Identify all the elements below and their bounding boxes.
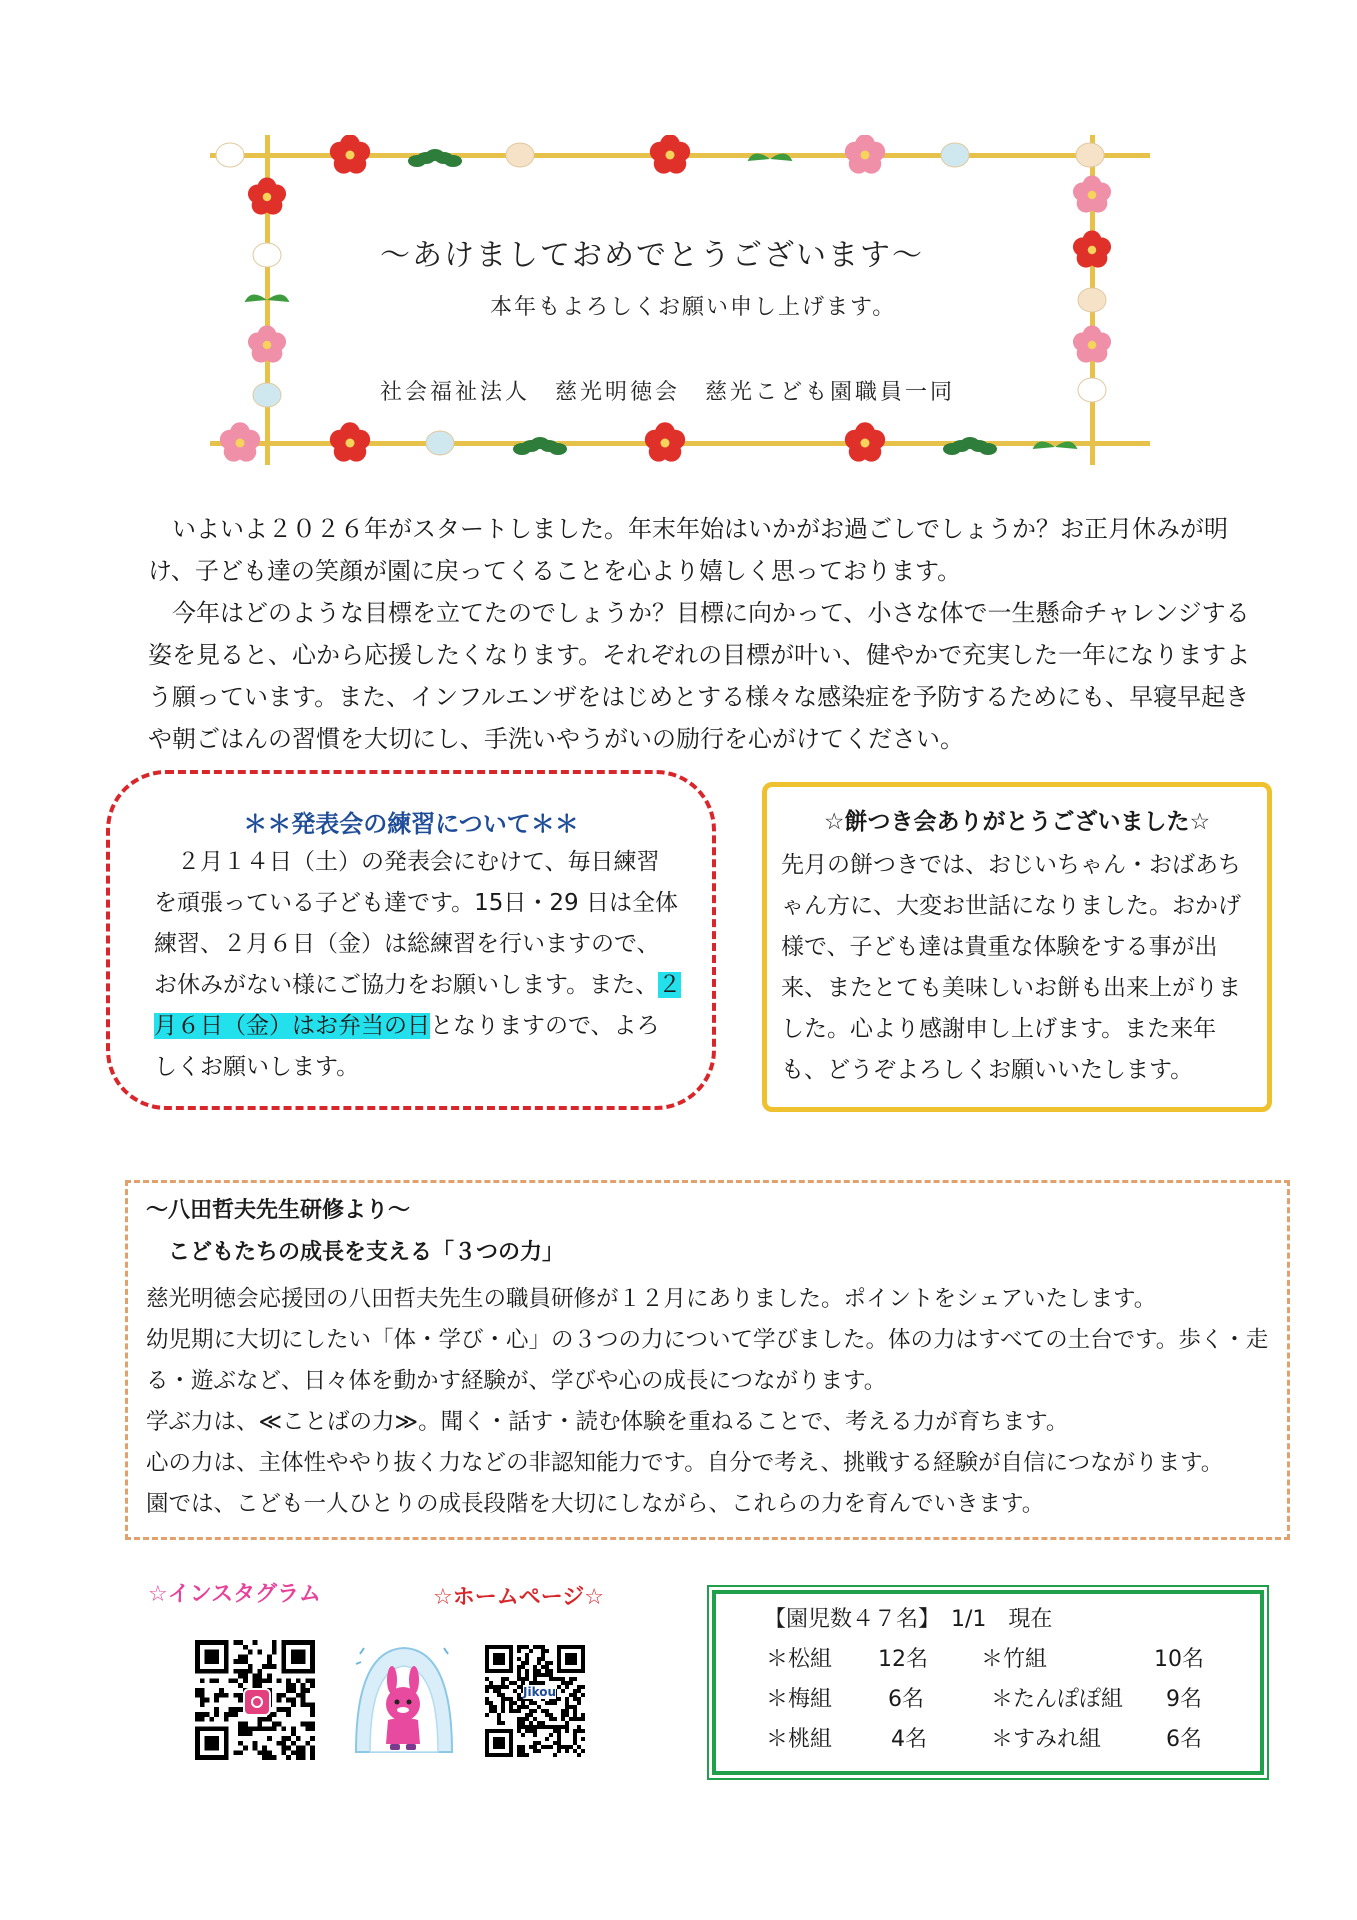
ume-flower-icon [330, 135, 370, 174]
mochi-icon [1076, 143, 1104, 167]
seminar-line: 幼児期に大切にしたい「体・学び・心」の３つの力について学びました。体の力はすべての土台です。歩く・走る・遊ぶなど、日々体を動かす経験が、学びや心の成長につながります。 [146, 1327, 1269, 1394]
mochi-body: 先月の餅つきでは、おじいちゃん・おばあちゃん方に、大変お世話になりました。おかげ様で、子ども達は貴重な体験をする事が出来、またとても美味しいお餅も出来上がりました。心より感謝申し上げます。また来年も、どうぞよろしくお願いいたします。 [781, 852, 1241, 1083]
instagram-icon [243, 1688, 271, 1716]
census-header: 【園児数４７名】 1/1 現在 [764, 1607, 1053, 1632]
class-name: ＊梅組 [766, 1687, 833, 1712]
seminar-line: 学ぶ力は、≪ことばの力≫。聞く・話す・読む体験を重ねることで、考える力が育ちます。 [146, 1409, 1069, 1435]
mochi-icon [1078, 378, 1106, 402]
seminar-body [146, 1279, 1273, 1525]
pine-icon [408, 149, 462, 167]
recital-highlight: ２月６日（金）はお弁当の日 [154, 972, 682, 1039]
ume-flower-icon [650, 135, 690, 174]
greeting-title: ～あけましておめでとうございます～ [380, 238, 924, 273]
census-row [766, 1682, 1236, 1722]
ume-flower-icon [220, 422, 260, 461]
class-count: 10名 [1154, 1647, 1204, 1672]
qr-caption: Jikou [523, 1685, 557, 1699]
mascot-illustration [348, 1640, 460, 1755]
ume-flower-icon [248, 325, 286, 362]
class-name: ＊桃組 [766, 1727, 833, 1752]
ume-flower-icon [645, 422, 685, 461]
ume-flower-icon [845, 135, 885, 174]
class-count: 6名 [888, 1687, 924, 1712]
mochi-icon [506, 143, 534, 167]
class-count: 6名 [1166, 1727, 1202, 1752]
intro-paragraph-1: いよいよ２０２６年がスタートしました。年末年始はいかがお過ごしでしょうか？お正月休みが明け、子ども達の笑顔が園に戻ってくることを心より嬉しく思っております。 [148, 515, 1228, 585]
seminar-line: 心の力は、主体性ややり抜く力などの非認知能力です。自分で考え、挑戦する経験が自信につながります。 [146, 1450, 1224, 1476]
ume-flower-icon [330, 422, 370, 461]
seminar-line: 園では、こども一人ひとりの成長段階を大切にしながら、これらの力を育んでいきます。 [146, 1491, 1045, 1517]
recital-body [154, 842, 682, 1088]
mochi-icon [426, 431, 454, 455]
homepage-label: ☆ホームページ☆ [433, 1585, 605, 1610]
recital-text-after: となりますので、よろしくお願いします。 [154, 1013, 660, 1080]
class-name: ＊竹組 [981, 1647, 1048, 1672]
enrollment-census-box [712, 1590, 1264, 1775]
census-row [766, 1722, 1236, 1762]
instagram-label: ☆インスタグラム [148, 1582, 321, 1607]
seminar-box [125, 1180, 1290, 1540]
class-count: 4名 [891, 1727, 927, 1752]
greeting-signature: 社会福祉法人 慈光明徳会 慈光こども園職員一同 [380, 380, 956, 405]
mochi-icon [941, 143, 969, 167]
intro-paragraph-2: 今年はどのような目標を立てたのでしょうか？目標に向かって、小さな体で一生懸命チャレンジする姿を見ると、心から応援したくなります。それぞれの目標が叶い、健やかで充実した一年になりますよう願っています。また、インフルエンザをはじめとする様々な感染症を予防するためにも、早寝早起きや朝ごはんの習慣を大切にし、手洗いやうがいの励行を心がけてください。 [148, 599, 1251, 753]
class-name: ＊たんぽぽ組 [991, 1687, 1124, 1712]
mochi-thanks-box [762, 782, 1272, 1112]
ume-flower-icon [1073, 175, 1111, 212]
mochi-icon [1078, 288, 1106, 312]
ume-flower-icon [1073, 325, 1111, 362]
mochi-icon [216, 143, 244, 167]
seminar-subheading: こどもたちの成長を支える「３つの力」 [168, 1240, 565, 1265]
mochi-icon [253, 383, 281, 407]
class-name: ＊すみれ組 [991, 1727, 1102, 1752]
greeting-line: 本年もよろしくお願い申し上げます。 [490, 295, 897, 320]
ume-flower-icon [248, 177, 286, 214]
instagram-qr-code[interactable] [195, 1640, 315, 1760]
class-name: ＊松組 [766, 1647, 833, 1672]
seminar-heading: ～八田哲夫先生研修より～ [146, 1198, 411, 1223]
seminar-line: 慈光明徳会応援団の八田哲夫先生の職員研修が１２月にありました。ポイントをシェアいたします。 [146, 1286, 1157, 1312]
recital-text-before: ２月１４日（土）の発表会にむけて、毎日練習を頑張っている子ども達です。15日・29 日は全体練習、２月６日（金）は総練習を行いますので、お休みがない様にご協力をお願いします。また、 [154, 849, 679, 998]
mochi-icon [253, 243, 281, 267]
pine-icon [943, 437, 997, 455]
class-count: 9名 [1166, 1687, 1202, 1712]
ume-flower-icon [845, 422, 885, 461]
pine-icon [513, 437, 567, 455]
census-row [766, 1642, 1236, 1682]
homepage-qr-code[interactable] [485, 1645, 585, 1757]
recital-title: ＊＊発表会の練習について＊＊ [243, 810, 579, 838]
class-count: 12名 [878, 1647, 928, 1672]
mochi-title: ☆餅つき会ありがとうございました☆ [823, 809, 1211, 835]
ume-flower-icon [1073, 230, 1111, 267]
recital-notice-box [106, 770, 716, 1110]
